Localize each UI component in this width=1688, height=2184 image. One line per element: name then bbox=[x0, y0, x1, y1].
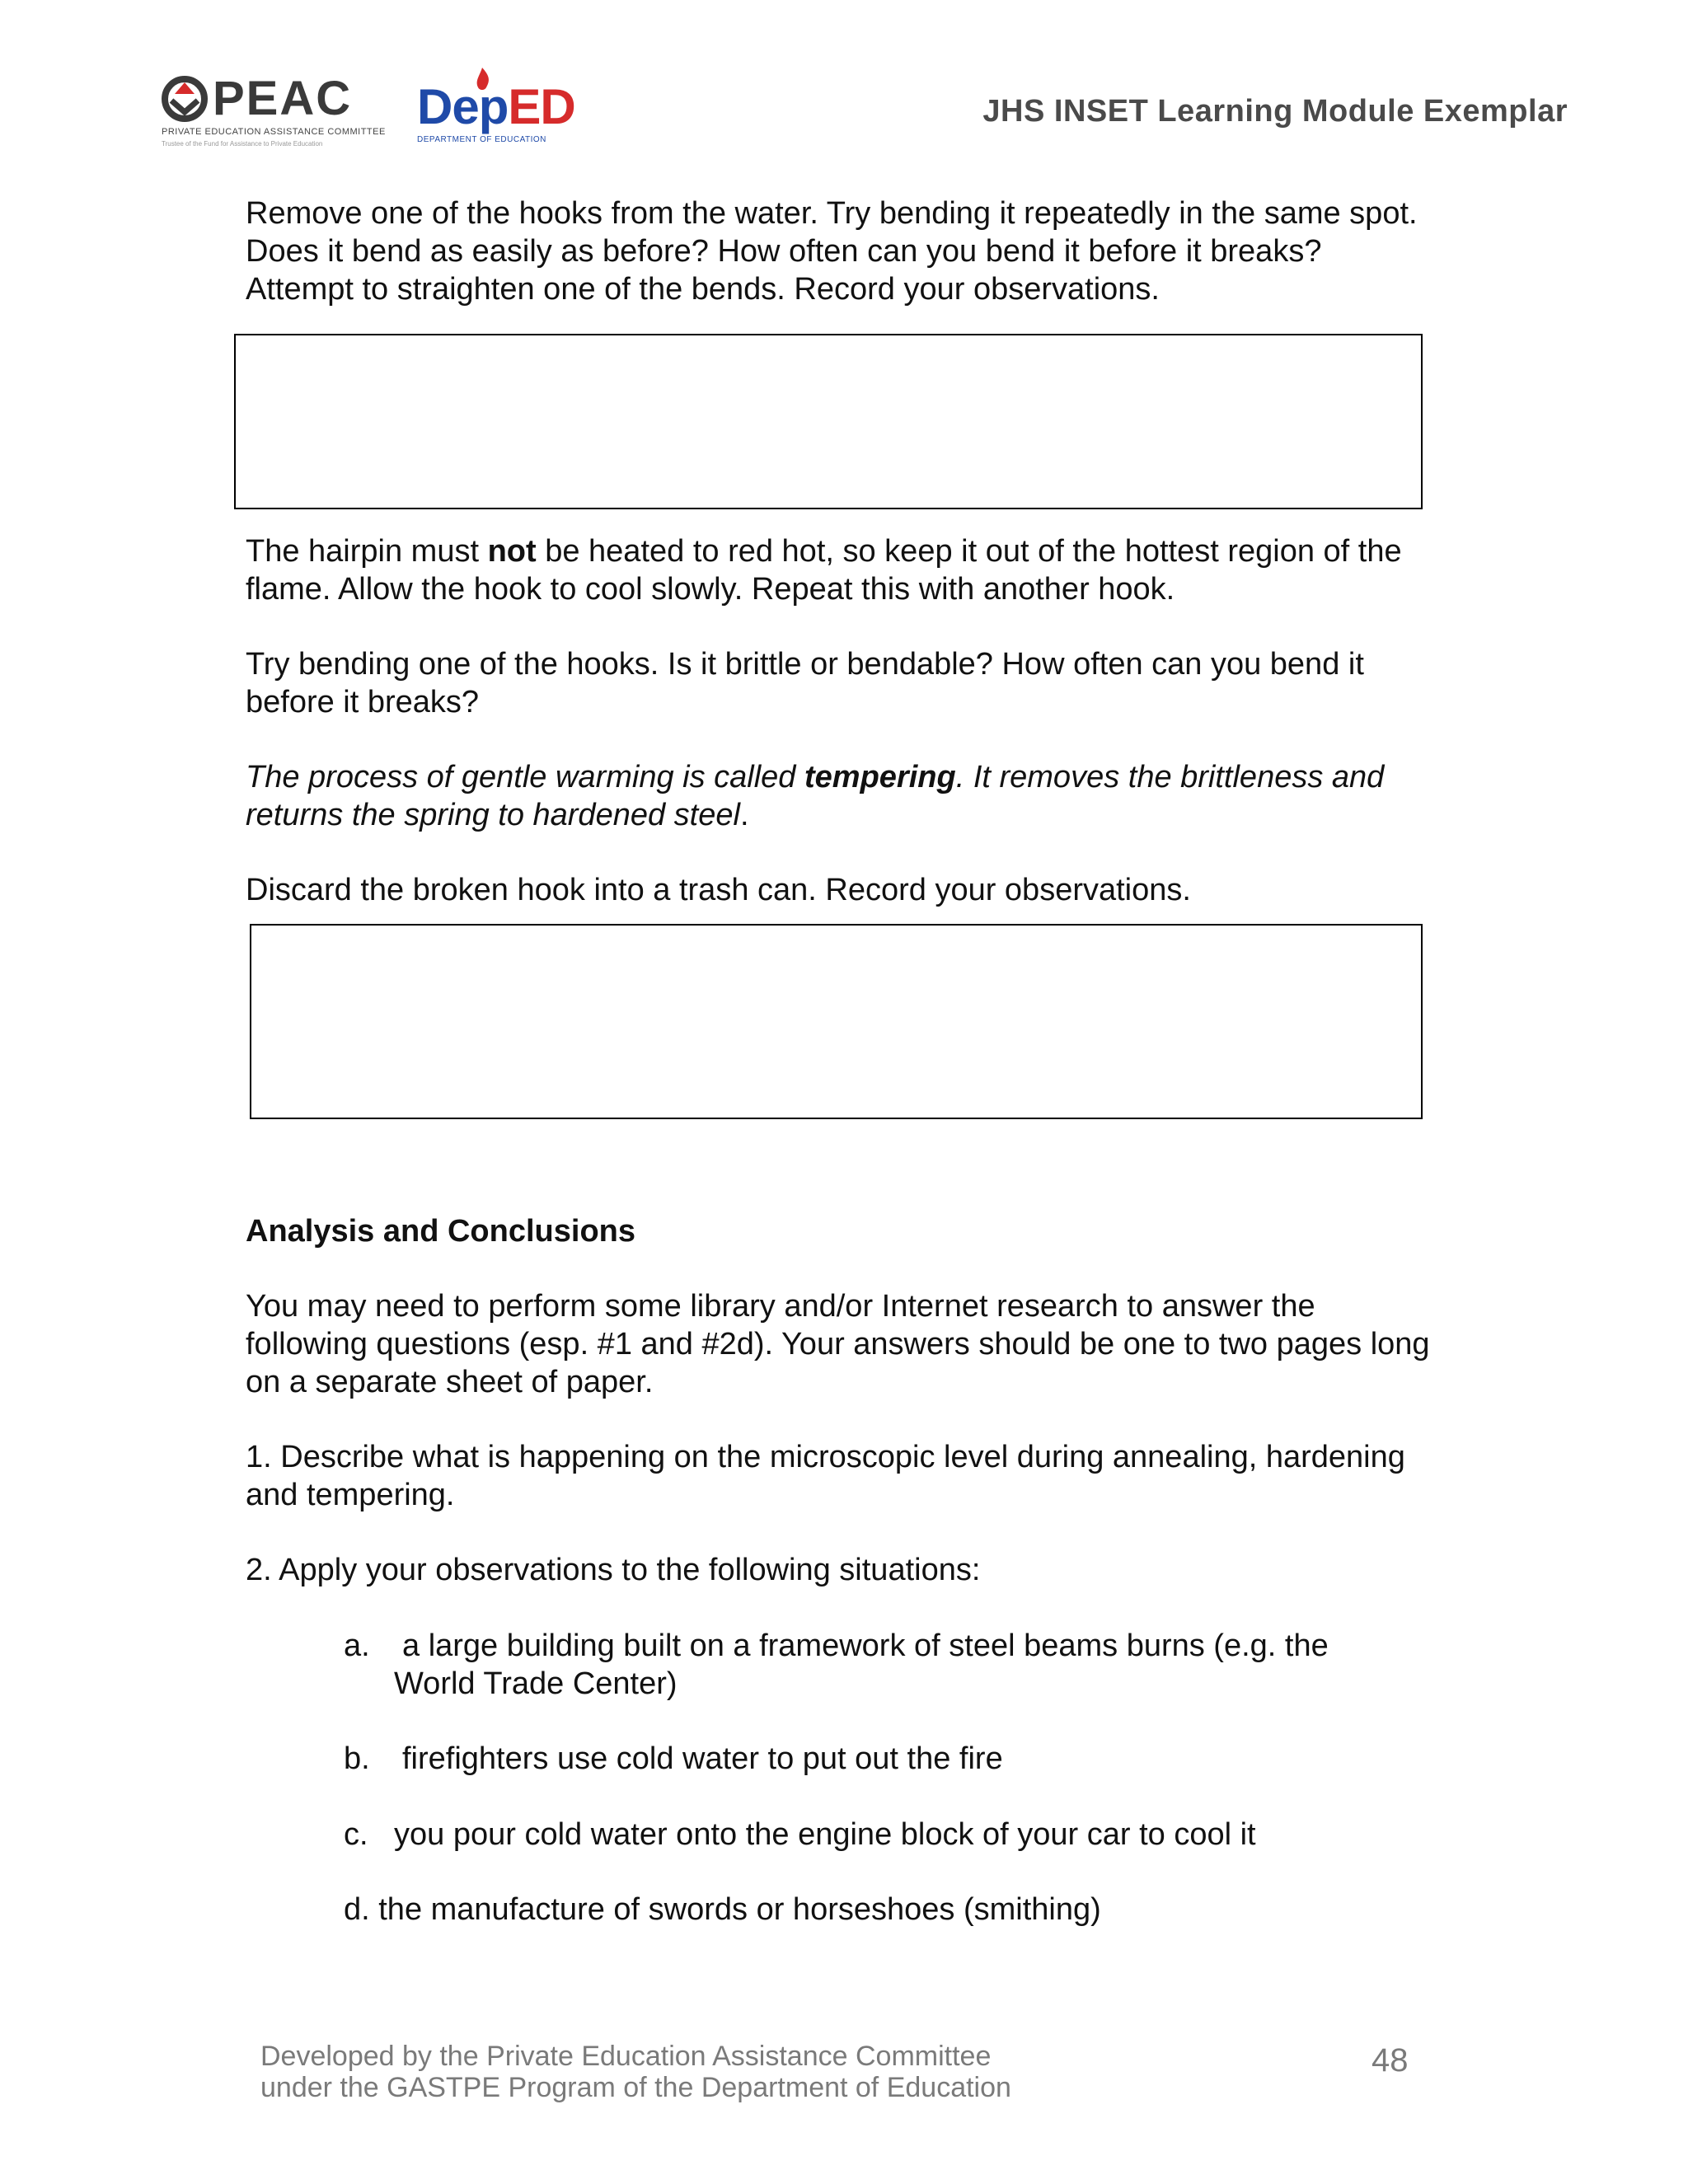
question-1: 1. Describe what is happening on the microscopic level during annealing, hardening and tempering. bbox=[246, 1440, 1405, 1512]
sub-item-a-line1: a large building built on a framework of steel beams burns (e.g. the bbox=[402, 1629, 1329, 1663]
sub-item-c-text: you pour cold water onto the engine block of your car to cool it bbox=[394, 1817, 1256, 1852]
question-2: 2. Apply your observations to the following situations: bbox=[246, 1553, 981, 1587]
peac-wordmark: PEAC bbox=[213, 72, 353, 125]
observation-answer-box-2[interactable] bbox=[250, 924, 1423, 1119]
instruction-paragraph-5: Discard the broken hook into a trash can. Record your observations. bbox=[246, 873, 1191, 907]
peac-subtitle: PRIVATE EDUCATION ASSISTANCE COMMITTEE bbox=[162, 127, 386, 137]
footer-line-1: Developed by the Private Education Assistance Committee bbox=[260, 2041, 992, 2072]
peac-emblem-icon bbox=[162, 76, 208, 122]
observation-answer-box-1[interactable] bbox=[234, 334, 1423, 509]
deped-subtitle: DEPARTMENT OF EDUCATION bbox=[417, 135, 546, 144]
para2-text-after: be heated to red hot, so keep it out of the hottest region of the flame. Allow the hook to cool slowly. Repeat this with another hook. bbox=[246, 534, 1402, 607]
instruction-paragraph-3: Try bending one of the hooks. Is it brittle or bendable? How often can you bend it before it breaks? bbox=[246, 647, 1364, 719]
deped-wordmark-dep: Dep bbox=[417, 79, 509, 134]
peac-logo bbox=[162, 73, 384, 155]
instruction-paragraph-1: Remove one of the hooks from the water. Try bending it repeatedly in the same spot. Does it bend as easily as before? How often can you bend it before it breaks? Attempt to straighten one of the bends. Record your observations. bbox=[246, 196, 1418, 307]
document-body-4 bbox=[246, 758, 1432, 834]
intro-paragraph: You may need to perform some library and/or Internet research to answer the following questions (esp. #1 and #2d). Your answers should be one to two pages long on a separate sheet of paper. bbox=[246, 1289, 1430, 1399]
tempering-note bbox=[246, 758, 1432, 834]
module-title: JHS INSET Learning Module Exemplar bbox=[982, 94, 1568, 129]
footer-line-2: under the GASTPE Program of the Department of Education bbox=[260, 2072, 1011, 2103]
deped-wordmark bbox=[417, 81, 575, 134]
para4-text-before: The process of gentle warming is called bbox=[246, 760, 804, 794]
para2-text-before: The hairpin must bbox=[246, 534, 488, 569]
peac-tagline: Trustee of the Fund for Assistance to Private Education bbox=[162, 140, 323, 148]
para2-bold-not: not bbox=[487, 534, 537, 569]
sub-item-c-marker: c. bbox=[344, 1817, 368, 1852]
question-2-block bbox=[246, 1551, 1432, 1589]
document-body-2 bbox=[246, 532, 1432, 608]
page-number: 48 bbox=[1372, 2042, 1409, 2079]
sub-item-d-text: d. the manufacture of swords or horseshoes (smithing) bbox=[344, 1892, 1101, 1927]
deped-logo bbox=[417, 66, 574, 148]
footer-credit bbox=[260, 2041, 1011, 2103]
sub-item-b-text: firefighters use cold water to put out the fire bbox=[402, 1741, 1003, 1776]
sub-item-a-line2: World Trade Center) bbox=[394, 1666, 678, 1701]
analysis-section bbox=[246, 1212, 1432, 1250]
deped-wordmark-ed: ED bbox=[508, 79, 575, 134]
instruction-paragraph-2 bbox=[246, 532, 1432, 608]
question-1-block bbox=[246, 1438, 1432, 1514]
para4-bold-tempering: tempering bbox=[804, 760, 956, 794]
analysis-intro bbox=[246, 1287, 1432, 1401]
section-heading: Analysis and Conclusions bbox=[246, 1214, 635, 1249]
sub-item-d bbox=[344, 1891, 1432, 1929]
sub-item-a-marker: a. bbox=[344, 1629, 370, 1663]
para4-text-after: . It removes the brittleness and returns the spring to hardened steel bbox=[246, 760, 1385, 832]
sub-item-b-marker: b. bbox=[344, 1741, 370, 1776]
para4-text-end: . bbox=[739, 798, 749, 832]
page-header bbox=[0, 0, 1688, 165]
document-body-3 bbox=[246, 645, 1432, 721]
document-body-5 bbox=[246, 871, 1432, 909]
